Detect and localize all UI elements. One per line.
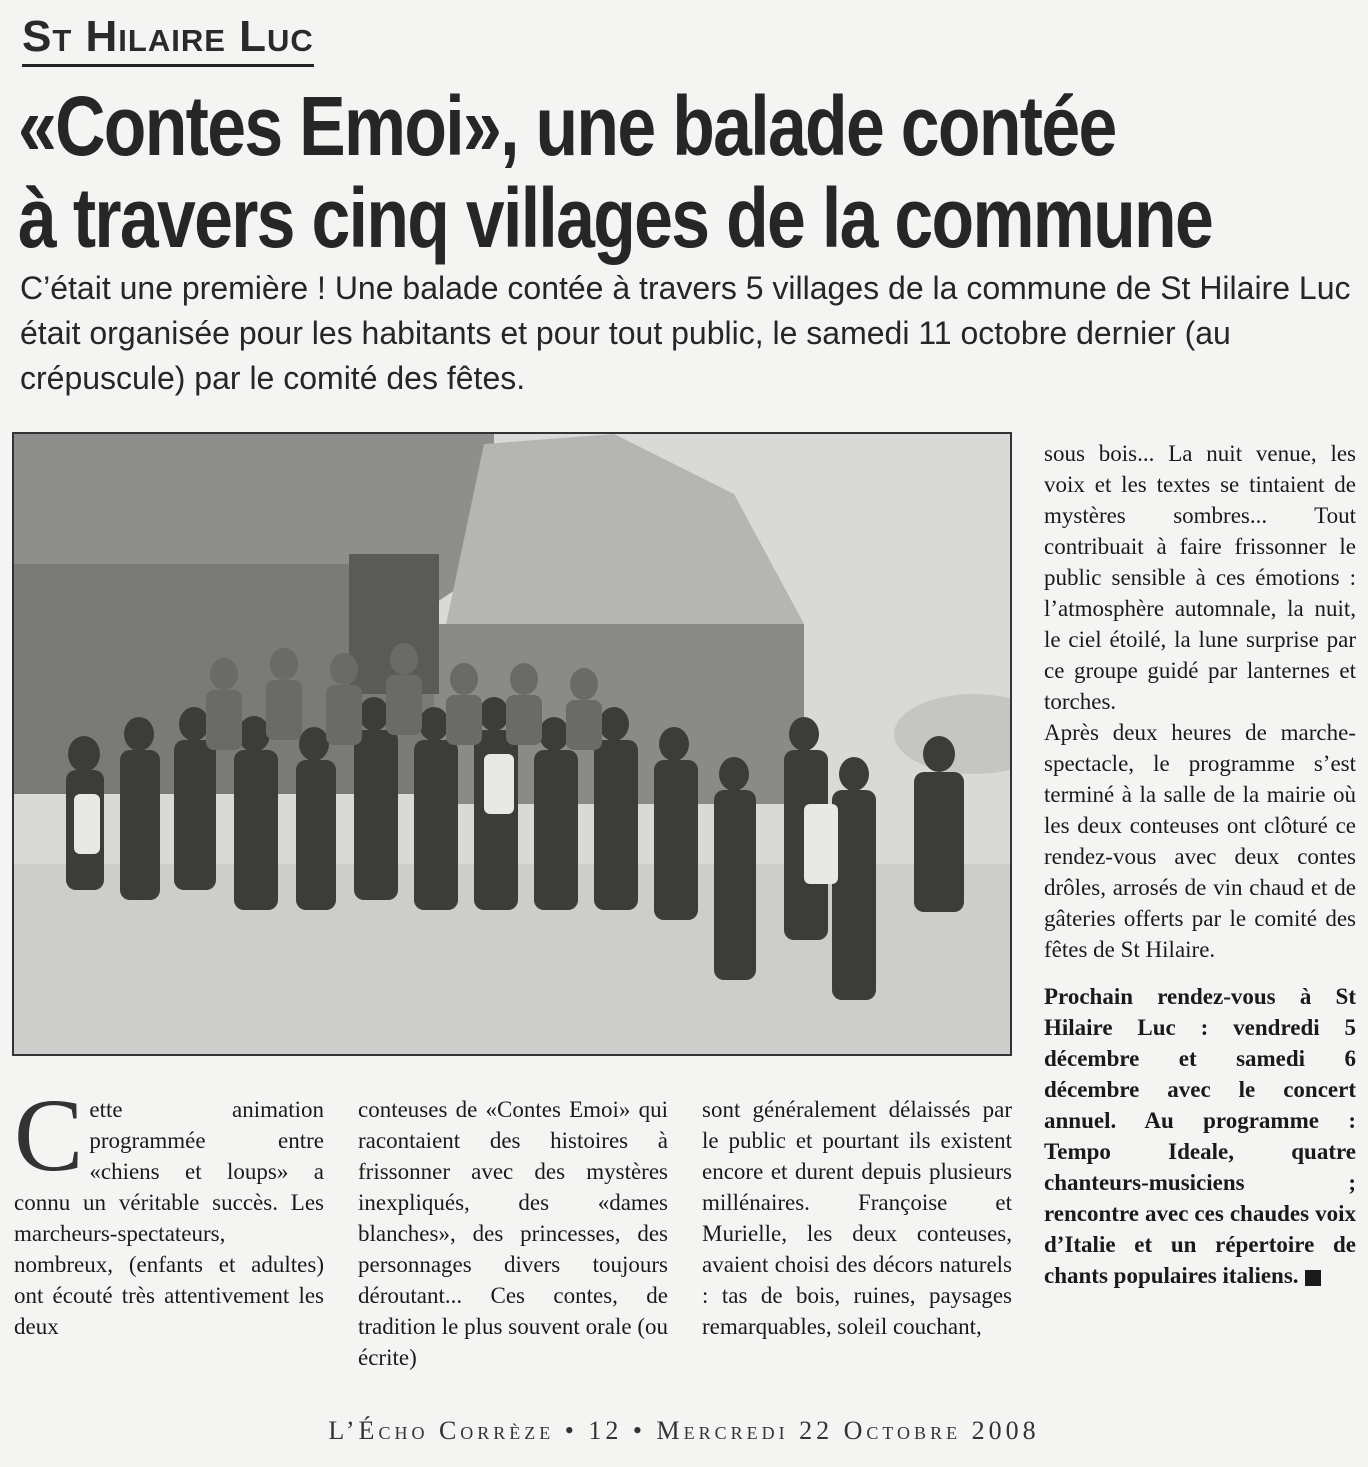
headline-line-1: «Contes Emoi», une balade contée: [18, 79, 1116, 173]
next-event-paragraph: [1044, 981, 1356, 1291]
column-2: [358, 1094, 668, 1373]
lead-paragraph: C’était une première ! Une balade contée à travers 5 villages de la commune de St Hilaire Luc était organisée pour les habitants et pour tout public, le samedi 11 octobre dernier (au crépuscule) par le comité des fêtes.: [20, 270, 1351, 396]
column-1: [14, 1078, 324, 1342]
right-paragraph-1: sous bois... La nuit venue, les voix et les textes se tintaient de mystères sombres... Tout contribuait à faire frissonner le public sensible à ces émotions : l’atmosphère automnale, la nuit, le ciel étoilé, la lune surprise par ce groupe guidé par lanternes et torches.: [1044, 441, 1356, 714]
headline-line-2: à travers cinq villages de la commune: [18, 171, 1213, 265]
group-photo: [12, 432, 1012, 1056]
column-1-text: ette animation programmée entre «chiens et loups» a connu un véritable succès. Les marcheurs-spectateurs, nombreux, (enfants et adultes) ont écouté très attentivement les deux: [14, 1097, 324, 1339]
section-rubric: St Hilaire Luc: [22, 12, 314, 67]
end-mark-icon: [1305, 1270, 1321, 1286]
drop-cap: C: [14, 1078, 84, 1193]
column-3: [702, 1094, 1012, 1342]
next-event-text: Prochain rendez-vous à St Hilaire Luc : vendredi 5 décembre et samedi 6 décembre avec le concert annuel. Au programme : Tempo Ideale, quatre chanteurs-musiciens ; rencontre avec ces chaudes voix d’Italie et un répertoire de chants populaires italiens.: [1044, 984, 1356, 1288]
headline: [18, 79, 1213, 265]
column-right: [1044, 438, 1356, 1291]
page-footer: L’Écho Corrèze • 12 • Mercredi 22 Octobre 2008: [328, 1416, 1040, 1445]
group-photo-icon: [14, 434, 1010, 1054]
right-paragraph-2: Après deux heures de marche-spectacle, le programme s’est terminé à la salle de la mairie où les deux conteuses ont clôturé ce rendez-vous avec deux contes drôles, arrosés de vin chaud et de gâteries offerts par le comité des fêtes de St Hilaire.: [1044, 720, 1356, 962]
column-2-text: conteuses de «Contes Emoi» qui racontaient des histoires à frissonner avec des mystères inexpliqués, des «dames blanches», des princesses, des personnages divers toujours déroutant... Ces contes, de tradition le plus souvent orale (ou écrite): [358, 1097, 668, 1370]
column-3-text: sont généralement délaissés par le public et pourtant ils existent encore et durent depuis plusieurs millénaires. Françoise et Murielle, les deux conteuses, avaient choisi des décors naturels : tas de bois, ruines, paysages remarquables, soleil couchant,: [702, 1097, 1012, 1339]
